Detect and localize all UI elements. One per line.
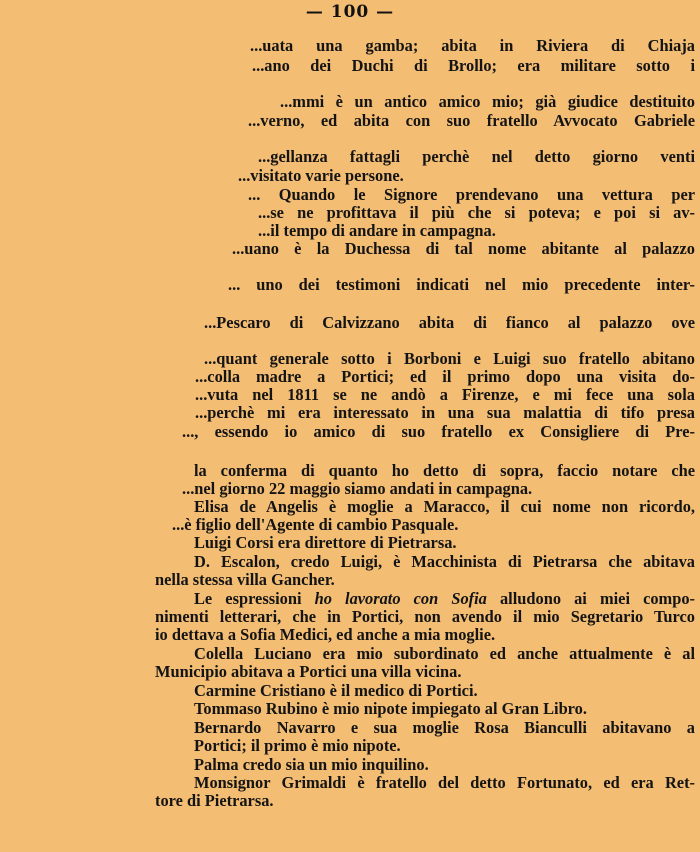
text-line: ...nel giorno 22 maggio siamo andati in campagna. xyxy=(182,479,533,498)
text-line: Monsignor Grimaldi è fratello del detto Fortunato, ed era Ret- xyxy=(194,773,695,792)
text-line: ...quant generale sotto i Borboni e Luigi suo fratello abitano xyxy=(204,349,695,368)
text-line: ...uano è la Duchessa di tal nome abitante al palazzo xyxy=(232,239,695,258)
text-line: ...perchè mi era interessato in una sua malattia di tifo presa xyxy=(195,403,695,422)
text-line: ...gellanza fattagli perchè nel detto giorno venti xyxy=(258,147,695,166)
text-line: ...visitato varie persone. xyxy=(238,166,404,185)
text-line: D. Escalon, credo Luigi, è Macchinista di Pietrarsa che abitava xyxy=(194,552,695,571)
text-line: Luigi Corsi era direttore di Pietrarsa. xyxy=(194,533,457,552)
text-line: ... Quando le Signore prendevano una vettura per xyxy=(248,185,695,204)
text-line: ...colla madre a Portici; ed il primo dopo una visita do- xyxy=(195,367,695,386)
page-number: — 100 — xyxy=(305,2,395,22)
text-line: la conferma di quanto ho detto di sopra, faccio notare che xyxy=(194,461,695,480)
text-line: io dettava a Sofia Medici, ed anche a mia moglie. xyxy=(155,625,496,644)
text-line: Carmine Cristiano è il medico di Portici. xyxy=(194,681,478,700)
text-line: Elisa de Angelis è moglie a Maracco, il cui nome non ricordo, xyxy=(194,497,695,516)
text-line: ...verno, ed abita con suo fratello Avvocato Gabriele xyxy=(248,111,695,130)
text-line: ...vuta nel 1811 se ne andò a Firenze, e mi fece una sola xyxy=(195,385,695,404)
text-line: Tommaso Rubino è mio nipote impiegato al Gran Libro. xyxy=(194,699,587,718)
text-line: Bernardo Navarro e sua moglie Rosa Bianculli abitavano a xyxy=(194,718,695,737)
text-line: Palma credo sia un mio inquilino. xyxy=(194,755,429,774)
text-line: nimenti letterari, che in Portici, non avendo il mio Segretario Turco xyxy=(155,607,695,626)
text-line: Le espressioni ho lavorato con Sofia alludono ai miei compo- xyxy=(194,589,695,608)
text-line: ...Pescaro di Calvizzano abita di fianco al palazzo ove xyxy=(204,313,695,332)
text-line: ...se ne profittava il più che si poteva; e poi si av- xyxy=(258,203,695,222)
text-line: ..., essendo io amico di suo fratello ex Consigliere di Pre- xyxy=(182,422,695,441)
text-line: ...mmi è un antico amico mio; già giudice destituito xyxy=(280,92,695,111)
text-line: ...ano dei Duchi di Brollo; era militare sotto i xyxy=(252,56,695,75)
text-line: Municipio abitava a Portici una villa vicina. xyxy=(155,662,462,681)
text-line: ... uno dei testimoni indicati nel mio precedente inter- xyxy=(228,275,695,294)
text-line: tore di Pietrarsa. xyxy=(155,791,274,810)
text-line: Colella Luciano era mio subordinato ed anche attualmente è al xyxy=(194,644,695,663)
text-line: Portici; il primo è mio nipote. xyxy=(194,736,401,755)
text-line: ...il tempo di andare in campagna. xyxy=(258,221,496,240)
text-line: ...è figlio dell'Agente di cambio Pasquale. xyxy=(172,515,459,534)
text-line: nella stessa villa Gancher. xyxy=(155,570,335,589)
text-line: ...uata una gamba; abita in Riviera di Chiaja xyxy=(250,36,695,55)
